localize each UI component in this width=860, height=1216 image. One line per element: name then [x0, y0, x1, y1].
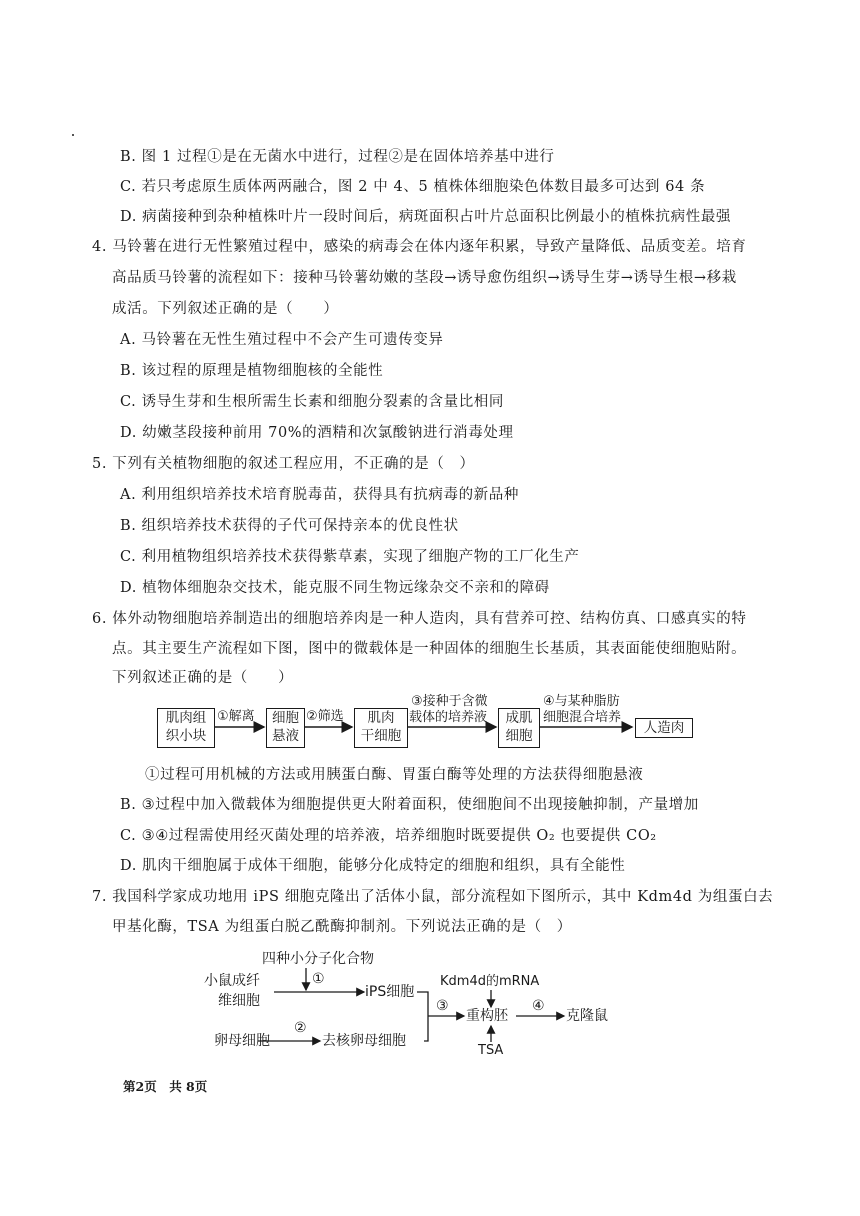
step-coculture-line2: 细胞混合培养: [543, 710, 622, 725]
q4-option-a: A. 马铃薯在无性生殖过程中不会产生可遗传变异: [120, 332, 444, 348]
step-inoculate-line2: 载体的培养液: [409, 710, 488, 725]
box-myoblast-line2: 细胞: [505, 728, 533, 744]
box-artificial-meat: 人造肉: [635, 718, 693, 738]
box-muscle-stem-cell-line2: 干细胞: [360, 728, 402, 744]
page-footer: 第2页 共 8页: [123, 1079, 208, 1094]
box-muscle-tissue-line1: 肌肉组: [165, 710, 207, 726]
q7-bracket: [417, 992, 428, 1041]
q7-stem-line2: 甲基化酶，TSA 为组蛋白脱乙酰酶抑制剂。下列说法正确的是（ ）: [112, 919, 572, 935]
q7-ips-cell: iPS细胞: [365, 984, 415, 1000]
q4-stem-line1: 4. 马铃薯在进行无性繁殖过程中，感染的病毒会在体内逐年积累，导致产量降低、品质变差。培育: [92, 239, 747, 255]
q4-stem-line2: 高品质马铃薯的流程如下：接种马铃薯幼嫩的茎段→诱导愈伤组织→诱导生芽→诱导生根→移栽: [112, 270, 737, 286]
box-cell-suspension-line2: 悬液: [272, 728, 299, 744]
q4-stem-line3: 成活。下列叙述正确的是（ ）: [112, 301, 339, 317]
q4-option-c: C. 诱导生芽和生根所需生长素和细胞分裂素的含量比相同: [120, 394, 504, 410]
step-coculture-line1: ④与某种脂肪: [543, 694, 620, 709]
box-muscle-tissue-line2: 织小块: [165, 728, 207, 744]
q7-stem-line1: 7. 我国科学家成功地用 iPS 细胞克隆出了活体小鼠，部分流程如下图所示，其中 Kdm4d 为组蛋白去: [92, 889, 774, 905]
box-muscle-stem-cell-line1: 肌肉: [367, 710, 395, 726]
q6-option-b: B. ③过程中加入微载体为细胞提供更大附着面积，使细胞间不出现接触抑制，产量增加: [120, 797, 699, 813]
box-myoblast-line1: 成肌: [505, 710, 533, 726]
q5-option-a: A. 利用组织培养技术培育脱毒苗，获得具有抗病毒的新品种: [120, 487, 519, 503]
step-inoculate-line1: ③接种于含微: [411, 694, 488, 709]
q7-step4-label: ④: [532, 998, 545, 1014]
q5-stem: 5. 下列有关植物细胞的叙述工程应用，不正确的是（ ）: [92, 456, 475, 472]
q6-stem-line3: 下列叙述正确的是（ ）: [112, 670, 294, 686]
step-dissociation: ①解离: [217, 709, 255, 724]
q4-option-d: D. 幼嫩茎段接种前用 70%的酒精和次氯酸钠进行消毒处理: [120, 425, 514, 441]
q6-option-a: ①过程可用机械的方法或用胰蛋白酶、胃蛋白酶等处理的方法获得细胞悬液: [145, 767, 644, 783]
q7-step3-label: ③: [436, 998, 449, 1014]
q6-option-d: D. 肌肉干细胞属于成体干细胞，能够分化成特定的细胞和组织，具有全能性: [120, 858, 626, 874]
q7-step1-label: ①: [312, 971, 325, 987]
q7-enucleated-oocyte: 去核卵母细胞: [322, 1033, 406, 1049]
q7-reconstructed-embryo: 重构胚: [466, 1008, 508, 1024]
q7-tsa-label: TSA: [478, 1043, 504, 1058]
q5-option-b: B. 组织培养技术获得的子代可保持亲本的优良性状: [120, 518, 459, 534]
q7-fibroblast-line2: 维细胞: [218, 993, 260, 1009]
q6-option-c: C. ③④过程需使用经灭菌处理的培养液，培养细胞时既要提供 O₂ 也要提供 CO₂: [120, 828, 657, 844]
q5-option-d: D. 植物体细胞杂交技术，能克服不同生物远缘杂交不亲和的障碍: [120, 580, 550, 596]
q3-option-b: B. 图 1 过程①是在无菌水中进行，过程②是在固体培养基中进行: [120, 149, 555, 165]
q7-mrna-label: Kdm4d的mRNA: [440, 974, 540, 989]
q7-step2-label: ②: [294, 1020, 307, 1036]
q7-clone-mouse: 克隆鼠: [566, 1008, 608, 1024]
q7-fibroblast-line1: 小鼠成纤: [204, 973, 260, 989]
q5-option-c: C. 利用植物组织培养技术获得紫草素，实现了细胞产物的工厂化生产: [120, 549, 580, 565]
q7-compounds-label: 四种小分子化合物: [262, 951, 374, 967]
step-screening: ②筛选: [306, 709, 344, 724]
q3-option-d: D. 病菌接种到杂种植株叶片一段时间后，病斑面积占叶片总面积比例最小的植株抗病性最强: [120, 209, 732, 225]
box-cell-suspension-line1: 细胞: [272, 710, 299, 726]
q6-stem-line2: 点。其主要生产流程如下图，图中的微载体是一种固体的细胞生长基质，其表面能使细胞贴附。: [112, 641, 747, 657]
q4-option-b: B. 该过程的原理是植物细胞核的全能性: [120, 363, 384, 379]
q6-stem-line1: 6. 体外动物细胞培养制造出的细胞培养肉是一种人造肉，具有营养可控、结构仿真、口感真实的特: [92, 611, 747, 627]
q3-option-c: C. 若只考虑原生质体两两融合，图 2 中 4、5 植株体细胞染色体数目最多可达到 64 条: [120, 179, 706, 195]
q7-oocyte: 卵母细胞: [214, 1033, 270, 1049]
